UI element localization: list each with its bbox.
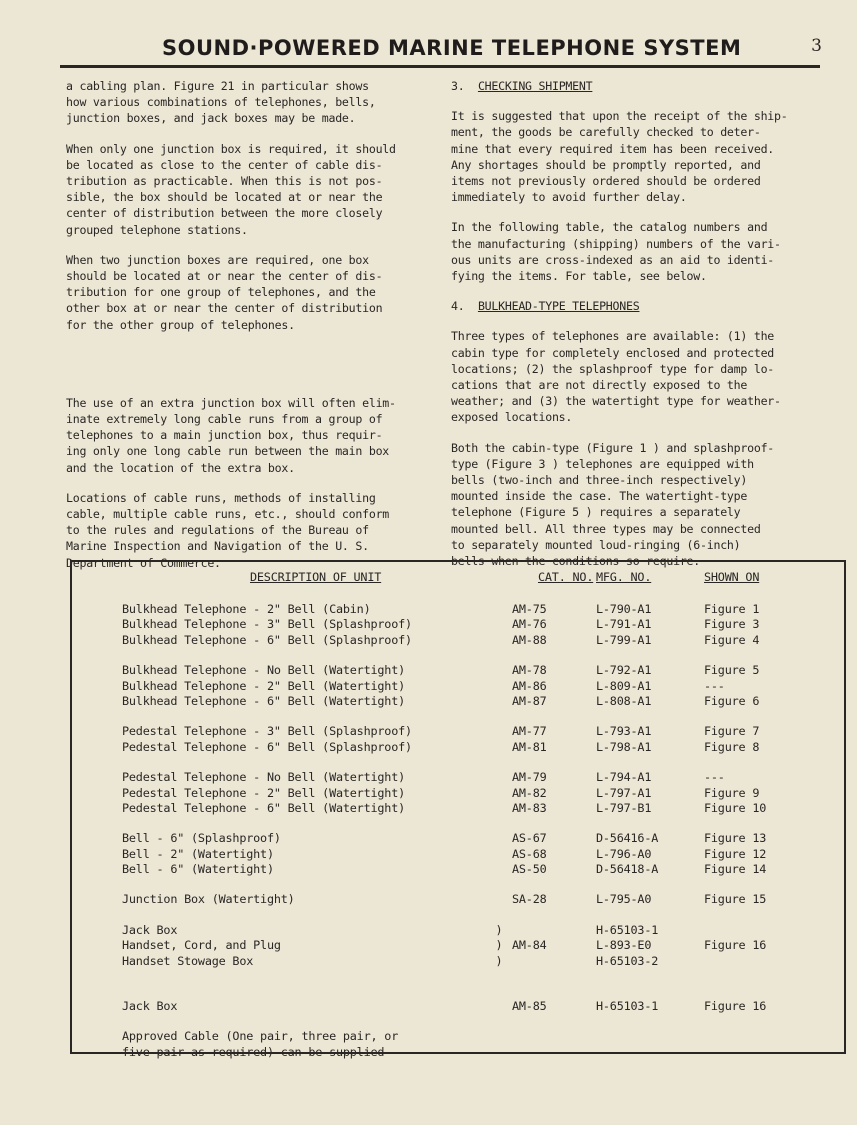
cell-mfg-no: L-809-A1	[596, 678, 652, 693]
paragraph: When two junction boxes are required, one box should be located at or near the center of dis- tribution for one group of telephones, and the other box at or near the center of distribution for the other group of telephones.	[66, 252, 383, 332]
cell-description: Pedestal Telephone - No Bell (Watertight)	[122, 770, 405, 785]
cell-bracket	[486, 740, 512, 755]
table-row	[122, 892, 804, 907]
cell-shown-on: Figure 16	[704, 999, 767, 1014]
left-column	[66, 78, 438, 585]
blank-space	[66, 347, 438, 395]
cell-bracket	[486, 602, 512, 617]
cell-bracket: )	[495, 953, 503, 968]
table-row	[122, 999, 804, 1014]
cell-shown-on: Figure 7	[704, 724, 760, 739]
table-body	[122, 602, 804, 1060]
cell-mfg-no: D-56418-A	[596, 862, 659, 877]
cell-shown-on: Figure 3	[704, 617, 760, 632]
cell-mfg-no: L-792-A1	[596, 663, 652, 678]
paragraph: When only one junction box is required, it should be located as close to the center of cable dis- tribution as practicable. When this is not pos- sible, the box should be located at or near the center of distribution between the more closely grouped telephone stations.	[66, 141, 396, 237]
cell-description: Bell - 6" (Splashproof)	[122, 831, 281, 846]
table-gap-row	[122, 816, 804, 831]
table-row	[122, 617, 804, 632]
cell-description: five pair as required) can be supplied	[122, 1044, 385, 1059]
table-gap-row	[122, 1014, 804, 1029]
cell-mfg-no: D-56416-A	[596, 831, 659, 846]
cell-shown-on: Figure 16	[704, 938, 767, 953]
cell-bracket	[486, 679, 512, 694]
cell-description: Jack Box	[122, 922, 178, 937]
table-row	[122, 831, 804, 846]
section-title: CHECKING SHIPMENT	[477, 79, 593, 93]
cell-bracket	[486, 694, 512, 709]
header-rule	[60, 65, 820, 68]
section-number: 3.	[451, 79, 465, 93]
blank-cell	[122, 908, 804, 923]
table-gap-row	[122, 877, 804, 892]
cell-shown-on	[704, 1029, 804, 1044]
cell-cat-no: SA-28	[512, 892, 547, 907]
cell-mfg-no: L-796-A0	[596, 846, 652, 861]
table-row	[122, 633, 804, 648]
cell-description: Bulkhead Telephone - 3" Bell (Splashproof)	[122, 617, 412, 632]
cell-description: Pedestal Telephone - 6" Bell (Watertight)	[122, 800, 405, 815]
cell-description: Handset Stowage Box	[122, 953, 254, 968]
cell-shown-on: Figure 6	[704, 693, 760, 708]
cell-bracket: )	[495, 938, 503, 953]
section-heading-checking-shipment	[451, 78, 811, 94]
table-gap-row	[122, 709, 804, 724]
table-row	[122, 663, 804, 678]
cell-cat-no: AM-84	[512, 938, 547, 953]
cell-cat-no: AM-76	[512, 617, 547, 632]
catalog-table-box	[70, 560, 846, 1059]
table-row	[122, 938, 804, 953]
cell-description: Bulkhead Telephone - 2" Bell (Watertight)	[122, 678, 405, 693]
cell-description: Junction Box (Watertight)	[122, 892, 295, 907]
cell-bracket	[486, 786, 512, 801]
cell-mfg-no: L-791-A1	[596, 617, 652, 632]
cell-mfg-no	[596, 1029, 704, 1044]
blank-cell	[122, 648, 804, 663]
cell-shown-on: Figure 1	[704, 602, 760, 616]
cell-cat-no	[512, 1045, 596, 1060]
cell-cat-no: AM-78	[512, 663, 547, 678]
cell-cat-no: AM-83	[512, 800, 547, 815]
table-row	[122, 740, 804, 755]
cell-description: Jack Box	[122, 999, 178, 1014]
cell-shown-on: Figure 12	[704, 846, 767, 861]
cell-bracket	[486, 770, 512, 785]
paragraph: The use of an extra junction box will often elim- inate extremely long cable runs from a group of telephones to a main junction box, thus requir- ing only one long cable run between the main box and the location of the extra box.	[66, 395, 396, 475]
cell-bracket	[486, 862, 512, 877]
cell-mfg-no: H-65103-1	[596, 922, 659, 937]
table-row	[122, 923, 804, 938]
cell-description: Bulkhead Telephone - 6" Bell (Splashproof)	[122, 632, 412, 647]
cell-cat-no: AS-50	[512, 862, 547, 877]
cell-description: Bell - 6" (Watertight)	[122, 862, 274, 877]
page-title: SOUND·POWERED MARINE TELEPHONE SYSTEM	[162, 36, 742, 60]
cell-shown-on	[704, 923, 804, 938]
cell-bracket	[486, 663, 512, 678]
cell-bracket	[486, 1029, 512, 1044]
column-header-cat-no: CAT. NO.	[538, 570, 594, 584]
table-row	[122, 801, 804, 816]
blank-cell	[122, 877, 804, 892]
column-header-mfg-no: MFG. NO.	[596, 570, 652, 584]
table-gap-row	[122, 984, 804, 999]
cell-cat-no	[512, 1029, 596, 1044]
cell-shown-on: Figure 5	[704, 663, 760, 678]
page-number: 3	[811, 36, 822, 56]
cell-shown-on: ---	[704, 770, 725, 785]
cell-mfg-no: L-798-A1	[596, 739, 652, 754]
cell-shown-on: Figure 10	[704, 800, 767, 815]
table-row	[122, 679, 804, 694]
cell-description: Pedestal Telephone - 3" Bell (Splashproof)	[122, 724, 412, 739]
page-header	[60, 34, 820, 70]
table-gap-row	[122, 648, 804, 663]
cell-mfg-no: L-799-A1	[596, 632, 652, 647]
table-header-row	[122, 570, 804, 602]
table-row	[122, 786, 804, 801]
blank-cell	[122, 1014, 804, 1029]
paragraph: Both the cabin-type (Figure 1 ) and splashproof- type (Figure 3 ) telephones are equipped with bells (two-inch and three-inch respectively) mounted inside the case. The watertight-type telephone (Figure 5 ) requires a separately mounted bell. All three types may be connected to separately mounted loud-ringing (6-inch) bells when the conditions so require.	[451, 440, 775, 569]
paragraph: Three types of telephones are available: (1) the cabin type for completely enclosed and protected locations; (2) the splashproof type for damp lo- cations that are not directly exposed to the weather; and (3) the watertight type for weather- exposed locations.	[451, 329, 781, 425]
blank-cell	[122, 969, 804, 984]
cell-cat-no: AM-86	[512, 678, 547, 693]
cell-description: Bell - 2" (Watertight)	[122, 846, 274, 861]
paragraph: Locations of cable runs, methods of installing cable, multiple cable runs, etc., should conform to the rules and regulations of the Bureau of Marine Inspection and Navigation of the U. S. Department of Commerce.	[66, 490, 390, 570]
cell-shown-on: Figure 13	[704, 831, 767, 846]
table-row	[122, 602, 804, 617]
table-gap-row	[122, 908, 804, 923]
column-header-description: DESCRIPTION OF UNIT	[250, 570, 382, 584]
cell-bracket	[486, 617, 512, 632]
table-gap-row	[122, 969, 804, 984]
catalog-table	[122, 570, 804, 1060]
cell-shown-on: Figure 8	[704, 739, 760, 754]
cell-shown-on: Figure 14	[704, 862, 767, 877]
cell-cat-no: AS-68	[512, 846, 547, 861]
section-heading-bulkhead-telephones	[451, 298, 811, 314]
right-column	[451, 78, 811, 583]
table-row	[122, 862, 804, 877]
cell-mfg-no: L-794-A1	[596, 770, 652, 785]
blank-cell	[122, 755, 804, 770]
table-row	[122, 694, 804, 709]
paragraph: It is suggested that upon the receipt of the ship- ment, the goods be carefully checked to deter- mine that every required item has been received. Any shortages should be promptly reported, and items not previously ordered should be ordered immediately to avoid further delay.	[451, 109, 788, 205]
blank-cell	[122, 984, 804, 999]
cell-mfg-no	[596, 1045, 704, 1060]
cell-mfg-no: H-65103-1	[596, 999, 659, 1014]
cell-shown-on: ---	[704, 678, 725, 693]
table-row	[122, 1045, 804, 1060]
cell-cat-no: AM-75	[512, 602, 547, 616]
cell-bracket	[486, 999, 512, 1014]
paragraph: In the following table, the catalog numbers and the manufacturing (shipping) numbers of the vari- ous units are cross-indexed as an aid to identi- fying the items. For table, see below.	[451, 220, 781, 284]
table-row	[122, 1029, 804, 1044]
cell-cat-no: AM-81	[512, 739, 547, 754]
blank-cell	[122, 709, 804, 724]
cell-cat-no: AM-79	[512, 770, 547, 785]
section-number: 4.	[451, 299, 465, 314]
cell-bracket	[486, 801, 512, 816]
cell-mfg-no: L-808-A1	[596, 693, 652, 708]
table-gap-row	[122, 755, 804, 770]
cell-mfg-no: L-797-A1	[596, 785, 652, 800]
cell-description: Pedestal Telephone - 6" Bell (Splashproof)	[122, 739, 412, 754]
blank-cell	[122, 816, 804, 831]
cell-mfg-no: L-795-A0	[596, 892, 652, 907]
cell-mfg-no: H-65103-2	[596, 953, 659, 968]
cell-bracket	[486, 724, 512, 739]
cell-mfg-no: L-893-E0	[596, 938, 652, 953]
cell-description: Bulkhead Telephone - No Bell (Watertight)	[122, 663, 405, 678]
table-row	[122, 954, 804, 969]
cell-cat-no: AM-87	[512, 693, 547, 708]
cell-shown-on	[704, 954, 804, 969]
cell-cat-no	[512, 954, 596, 969]
section-title: BULKHEAD-TYPE TELEPHONES	[477, 299, 640, 314]
cell-bracket	[486, 831, 512, 846]
paragraph: a cabling plan. Figure 21 in particular shows how various combinations of telephones, bells, junction boxes, and jack boxes may be made.	[66, 79, 376, 126]
cell-shown-on	[704, 1045, 804, 1060]
column-header-shown-on: SHOWN ON	[704, 570, 760, 584]
cell-bracket	[486, 633, 512, 648]
cell-mfg-no: L-797-B1	[596, 800, 652, 815]
cell-cat-no	[512, 923, 596, 938]
cell-shown-on: Figure 4	[704, 632, 760, 647]
cell-shown-on: Figure 9	[704, 785, 760, 800]
cell-cat-no: AM-85	[512, 999, 547, 1014]
cell-cat-no: AS-67	[512, 831, 547, 846]
cell-bracket: )	[495, 922, 503, 937]
cell-cat-no: AM-82	[512, 785, 547, 800]
cell-description: Approved Cable (One pair, three pair, or	[122, 1029, 399, 1044]
cell-mfg-no: L-793-A1	[596, 724, 652, 739]
cell-bracket	[486, 847, 512, 862]
cell-bracket	[486, 892, 512, 907]
cell-description: Pedestal Telephone - 2" Bell (Watertight)	[122, 785, 405, 800]
table-row	[122, 770, 804, 785]
cell-bracket	[486, 1045, 512, 1060]
table-row	[122, 724, 804, 739]
cell-description: Bulkhead Telephone - 2" Bell (Cabin)	[122, 602, 371, 616]
cell-cat-no: AM-77	[512, 724, 547, 739]
cell-cat-no: AM-88	[512, 632, 547, 647]
cell-shown-on: Figure 15	[704, 892, 767, 907]
cell-description: Handset, Cord, and Plug	[122, 938, 281, 953]
cell-mfg-no: L-790-A1	[596, 602, 652, 616]
cell-description: Bulkhead Telephone - 6" Bell (Watertight)	[122, 693, 405, 708]
table-row	[122, 847, 804, 862]
